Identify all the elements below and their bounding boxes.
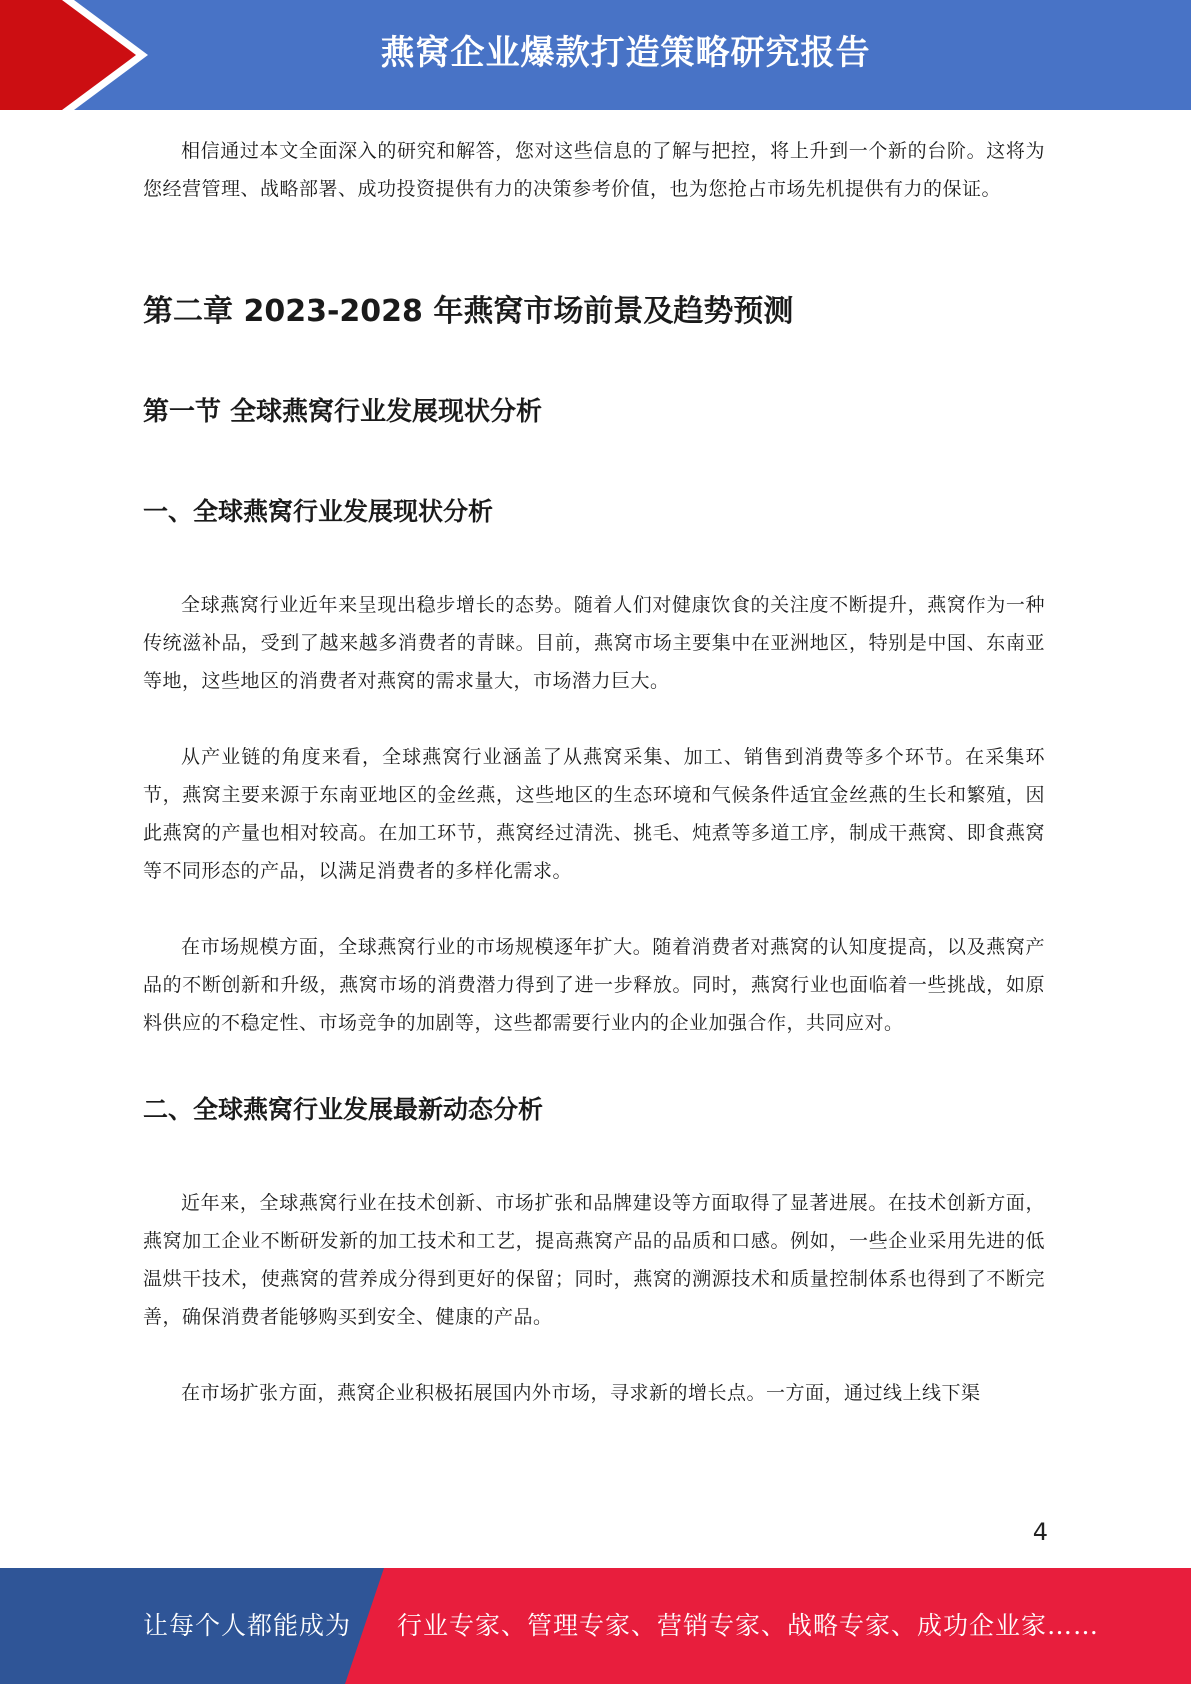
intro-paragraph: 相信通过本文全面深入的研究和解答，您对这些信息的了解与把控，将上升到一个新的台阶。这将为您经营管理、战略部署、成功投资提供有力的决策参考价值，也为您抢占市场先机提供有力的保证。	[143, 140, 1045, 200]
section-title: 第一节 全球燕窝行业发展现状分析	[143, 397, 543, 427]
body-paragraph: 近年来，全球燕窝行业在技术创新、市场扩张和品牌建设等方面取得了显著进展。在技术创新方面，燕窝加工企业不断研发新的加工技术和工艺，提高燕窝产品的品质和口感。例如，一些企业采用先进的低温烘干技术，使燕窝的营养成分得到更好的保留；同时，燕窝的溯源技术和质量控制体系也得到了不断完善，确保消费者能够购买到安全、健康的产品。	[143, 1192, 1045, 1328]
footer-slogan-right: 行业专家、管理专家、营销专家、战略专家、成功企业家……	[397, 1611, 1100, 1640]
chapter-title: 第二章 2023-2028 年燕窝市场前景及趋势预测	[143, 294, 794, 329]
subsection-title: 二、全球燕窝行业发展最新动态分析	[143, 1095, 544, 1124]
footer-banner	[0, 1568, 1191, 1684]
subsection-title: 一、全球燕窝行业发展现状分析	[143, 497, 494, 526]
body-paragraph: 全球燕窝行业近年来呈现出稳步增长的态势。随着人们对健康饮食的关注度不断提升，燕窝作为一种传统滋补品，受到了越来越多消费者的青睐。目前，燕窝市场主要集中在亚洲地区，特别是中国、东南亚等地，这些地区的消费者对燕窝的需求量大，市场潜力巨大。	[143, 594, 1045, 692]
report-title: 燕窝企业爆款打造策略研究报告	[380, 33, 871, 73]
body-paragraph: 从产业链的角度来看，全球燕窝行业涵盖了从燕窝采集、加工、销售到消费等多个环节。在采集环节，燕窝主要来源于东南亚地区的金丝燕，这些地区的生态环境和气候条件适宜金丝燕的生长和繁殖，因此燕窝的产量也相对较高。在加工环节，燕窝经过清洗、挑毛、炖煮等多道工序，制成干燕窝、即食燕窝等不同形态的产品，以满足消费者的多样化需求。	[143, 746, 1045, 882]
footer-slogan-left: 让每个人都能成为	[143, 1611, 352, 1640]
body-paragraph: 在市场扩张方面，燕窝企业积极拓展国内外市场，寻求新的增长点。一方面，通过线上线下渠	[181, 1382, 981, 1404]
page-number: 4	[1032, 1518, 1048, 1546]
header-banner	[0, 0, 1191, 110]
document-body	[143, 132, 1045, 1412]
body-paragraph: 在市场规模方面，全球燕窝行业的市场规模逐年扩大。随着消费者对燕窝的认知度提高，以及燕窝产品的不断创新和升级，燕窝市场的消费潜力得到了进一步释放。同时，燕窝行业也面临着一些挑战，如原料供应的不稳定性、市场竞争的加剧等，这些都需要行业内的企业加强合作，共同应对。	[143, 936, 1045, 1034]
